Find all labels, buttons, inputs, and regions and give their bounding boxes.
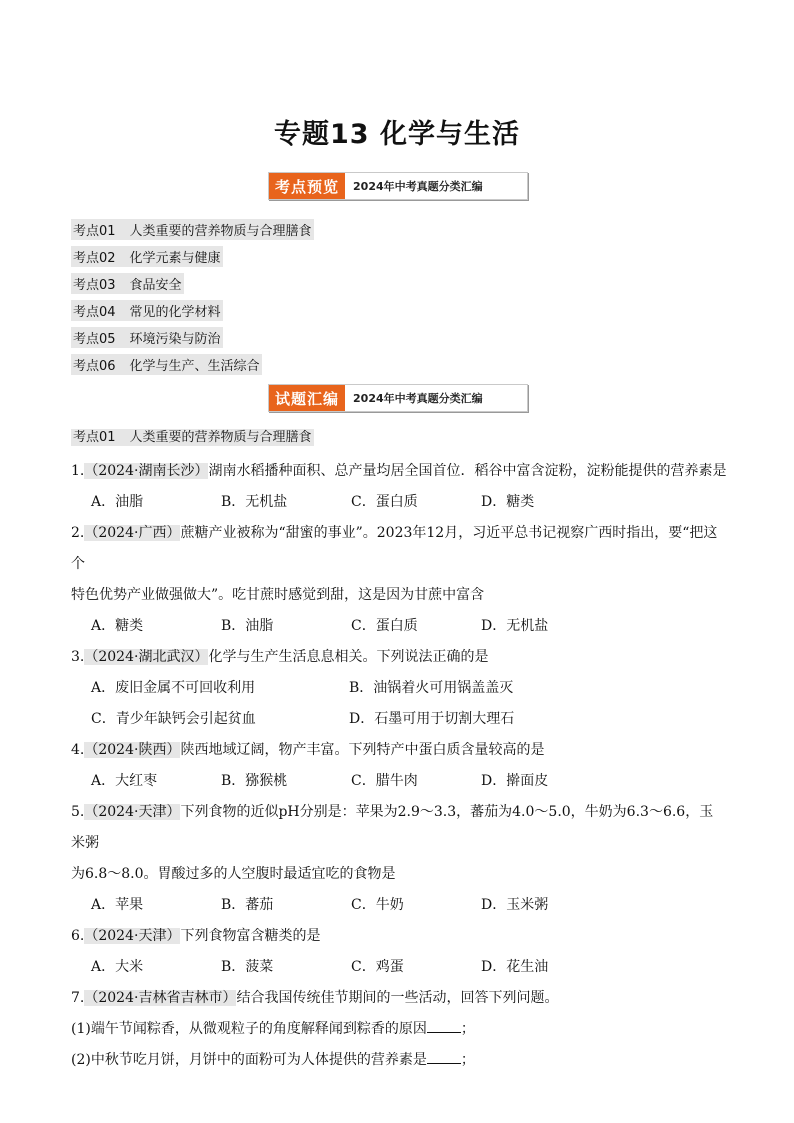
option: A．大米: [91, 959, 144, 975]
page-title: 专题13 化学与生活: [274, 119, 520, 150]
exam-point: 考点03 食品安全: [71, 270, 314, 297]
option: A．苹果: [91, 897, 144, 913]
question-5: 5.（2024·天津）下列食物的近似pH分别是：苹果为2.9～3.3，蕃茄为4.0～5.0，牛奶为6.3～6.6，玉米粥 为6.8～8.0。胃酸过多的人空腹时最适宜吃的食物是: [71, 804, 714, 882]
question-source: （2024·湖北武汉）: [84, 649, 209, 665]
exam-point: 考点06 化学与生产、生活综合: [71, 351, 314, 378]
options: [71, 704, 727, 735]
option: C．蛋白质: [351, 618, 418, 634]
option: C．牛奶: [351, 897, 404, 913]
option: D．糖类: [481, 494, 535, 510]
option: C．蛋白质: [351, 494, 418, 510]
questions-banner-tag: 试题汇编: [269, 385, 345, 411]
option: B．蕃茄: [221, 897, 274, 913]
option: D．石墨可用于切割大理石: [349, 711, 515, 727]
option: C．青少年缺钙会引起贫血: [91, 711, 256, 727]
options: [71, 673, 727, 704]
questions-banner-subtitle: 2024年中考真题分类汇编: [353, 392, 483, 405]
options: [71, 890, 727, 921]
question-source: （2024·陕西）: [84, 742, 181, 758]
answer-blank[interactable]: [427, 1049, 461, 1064]
preview-banner-tag: 考点预览: [269, 173, 345, 199]
option: B．菠菜: [221, 959, 274, 975]
options: [71, 487, 727, 518]
option: C．腊牛肉: [351, 773, 418, 789]
preview-banner-subtitle: 2024年中考真题分类汇编: [353, 180, 483, 193]
exam-point-list: [71, 216, 314, 378]
option: C．鸡蛋: [351, 959, 404, 975]
sub-question: (1)端午节闻粽香，从微观粒子的角度解释闻到粽香的原因 ；: [71, 1014, 727, 1045]
question-list: [71, 456, 727, 1076]
question-source: （2024·天津）: [84, 804, 181, 820]
option: B．无机盐: [221, 494, 288, 510]
exam-point: 考点01 人类重要的营养物质与合理膳食: [71, 216, 314, 243]
question-4: 4.（2024·陕西）陕西地域辽阔，物产丰富。下列特产中蛋白质含量较高的是: [71, 742, 545, 758]
option: D．玉米粥: [481, 897, 549, 913]
question-source: （2024·吉林省吉林市）: [84, 990, 237, 1006]
options: [71, 766, 727, 797]
questions-banner: [268, 384, 528, 412]
question-3: 3.（2024·湖北武汉）化学与生产生活息息相关。下列说法正确的是: [71, 649, 489, 665]
option: B．猕猴桃: [221, 773, 288, 789]
question-2: 2.（2024·广西）蔗糖产业被称为“甜蜜的事业”。2023年12月，习近平总书记视察广西时指出，要“把这个 特色优势产业做强做大”。吃甘蔗时感觉到甜，这是因为甘蔗中富含: [71, 525, 718, 603]
question-1: 1.（2024·湖南长沙）湖南水稻播种面积、总产量均居全国首位．稻谷中富含淀粉，淀粉能提供的营养素是: [71, 463, 727, 479]
option: A．废旧金属不可回收利用: [91, 680, 256, 696]
answer-blank[interactable]: [427, 1018, 461, 1033]
option: D．无机盐: [481, 618, 549, 634]
exam-point: 考点05 环境污染与防治: [71, 324, 314, 351]
question-source: （2024·湖南长沙）: [84, 463, 209, 479]
options: [71, 611, 727, 642]
sub-question: (2)中秋节吃月饼，月饼中的面粉可为人体提供的营养素是 ；: [71, 1045, 727, 1076]
option: D．擀面皮: [481, 773, 549, 789]
option: A．大红枣: [91, 773, 158, 789]
exam-point: 考点02 化学元素与健康: [71, 243, 314, 270]
preview-banner: [268, 172, 528, 200]
question-source: （2024·广西）: [84, 525, 181, 541]
section-heading: 考点01 人类重要的营养物质与合理膳食: [73, 430, 312, 445]
option: A．糖类: [91, 618, 144, 634]
exam-point: 考点04 常见的化学材料: [71, 297, 314, 324]
question-source: （2024·天津）: [84, 928, 181, 944]
option: A．油脂: [91, 494, 144, 510]
question-6: 6.（2024·天津）下列食物富含糖类的是: [71, 928, 321, 944]
option: B．油锅着火可用锅盖盖灭: [349, 680, 514, 696]
option: D．花生油: [481, 959, 549, 975]
options: [71, 952, 727, 983]
question-7: 7.（2024·吉林省吉林市）结合我国传统佳节期间的一些活动，回答下列问题。: [71, 990, 559, 1006]
option: B．油脂: [221, 618, 274, 634]
